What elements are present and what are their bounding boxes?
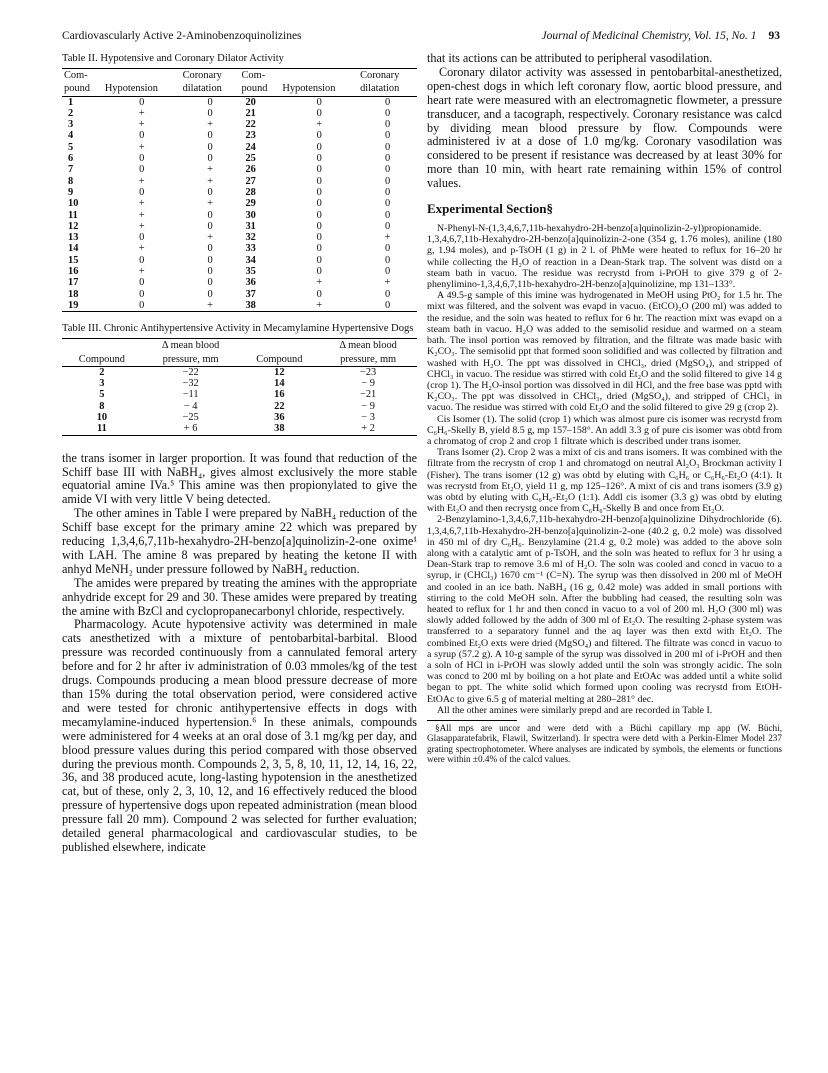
body-paragraph: The amides were prepared by treating the amines with the appropriate anhydride except for 29 and 30. These amides were prepared by treating the amine with BzCl and cyclopropanecarbonyl chloride, respectively. [62,575,417,618]
table-cell: + [138,198,145,210]
table-cell: 1 [68,96,74,108]
table-cell: 38 [239,300,280,312]
table-row [62,198,417,209]
body-paragraph: Coronary dilator activity was assessed in pentobarbital-anesthetized, open-chest dogs in which left coronary flow, aortic blood pressure, and heart rate were measured with an electromagnetic flowmeter, a pressure transducer, and a tacograph, respectively. Coronary resistance was calcd by dividing mean blood pressure by flow. Compounds were administered iv at a dose of 1.0 mg/kg. Coronary vasodilation was considered to be present if resistance was decreased by at least 30% for more than 10 min, with heart rate remaining within 15% of control values. [427,64,782,191]
table-cell: 2 [68,107,74,119]
experimental-paragraph: All the other amines were similarly prepd and are recorded in Table I. [437,704,713,716]
footnote-rule [427,720,517,721]
table-cell: + [138,266,145,278]
table-cell: 5 [68,141,74,153]
table-cell: −32 [182,378,199,390]
table-cell: + [316,119,323,131]
table-cell: 8 [68,175,74,187]
th: pressure, mm [142,353,240,367]
table-cell: 0 [316,164,322,176]
table-cell: + 6 [142,423,240,435]
table-cell: 0 [207,96,213,108]
table-row [62,130,417,141]
table-cell: − 9 [361,378,375,390]
table-cell: − 9 [361,400,375,412]
table-cell: 18 [68,288,79,300]
table-cell: 0 [316,130,322,142]
table-cell: 0 [207,288,213,300]
table-row [62,243,417,254]
table-cell: −22 [182,366,199,378]
table-row [62,142,417,153]
table-row [62,96,417,108]
experimental-paragraph: N-Phenyl-N-(1,3,4,6,7,11b-hexahydro-2H-benzo[a]quinolizin-2-yl)propionamide. 1,3,4,6,7,11b-Hexahydro-2H-benzo[a]quinolizin-2-one (354 g, 1.76 moles), aniline (180 g, 1.94 moles), and p-TsOH (1 g) in 2 l. of PhMe were heated to reflux for 16–20 hr while collecting the H₂O of reaction in a Dean-Stark trap. The solvent was distd on a steam bath in vacuo. The residue was recrystd from i-PrOH to give 379 g of 2-phenylimino-1,3,4,6,7,11b-hexahydro-2H-benzo[a]quinolizine, mp 131–133°. [427,223,782,291]
table-cell: 0 [207,107,213,119]
table-cell: 19 [62,300,103,312]
experimental-paragraph: Cis Isomer (1). The solid (crop 1) which was almost pure cis isomer was recrystd from C₆H₆-Skelly B, yield 8.5 g, mp 157–158°. An addl 3.3 g of pure cis isomer was obtd from a chromatog of crop 2 and crop 1 filtrate which is described under trans isomer. [427,413,782,447]
th: dilatation [358,82,417,96]
table-cell: 0 [207,266,213,278]
page-number: 93 [768,30,780,42]
table-cell: 0 [316,186,322,198]
experimental-paragraph: Trans Isomer (2). Crop 2 was a mixt of cis and trans isomers. It was combined with the filtrate from the recrystn of crop 1 and chromatogd on neutral Al₂O₃ Brockman activity I (Fisher). The trans isomer (12 g) was obtd by eluting with C₆H₆ or C₆H₆-Et₂O (4:1). It was recrystd from Et₂O, yield 11 g, mp 125–126°. A mixt of cis and trans isomers (3.9 g) was obtd by eluting with C₆H₆-Et₂O (1:1). Addl cis isomer (3.3 g) was obtd by eluting with Et₂O and then recrystg once from C₆H₆-Skelly B and once from Et₂O. [427,447,782,515]
table-cell: + [207,119,213,131]
body-paragraph: Pharmacology. Acute hypotensive activity was determined in male cats anesthetized with a mixture of pentobarbital-barbital. Blood pressure was recorded continuously from a cannulated femoral artery before and for 2 hr after iv administration of 0.03 mmoles/kg of the test drugs. Compounds producing a mean blood pressure decrease of more than 15% during the total observation period, were considered active and were tested for chronic antihypertensive effects in dogs with mecamylamine-induced hypertension.⁶ In these animals, compounds were administered for 4 weeks at an oral dose of 3.1 mg/kg per day, and blood pressure values during this period compared with those observed during the previous month. Compounds 2, 3, 5, 8, 10, 11, 12, 14, 16, 22, 36, and 38 produced acute, long-lasting hypotension in the anesthetized cat, but of these, only 2, 3, 10, 12, and 16 effectively reduced the blood pressure of hypertensive dogs upon repeated administration (mean blood pressure fall 20 mm). Compound 2 was selected for further evaluation; detailed general pharmacological and cardiovascular studies, to be published elsewhere, indicate [62,617,417,854]
table-cell: 0 [316,254,322,266]
table-row [62,232,417,243]
th: Hypotension [280,82,358,96]
table-cell: + [138,119,145,131]
th: Δ mean blood [319,339,417,353]
table-cell: 0 [316,198,322,210]
table-cell: 5 [99,389,105,401]
th: Com- [239,69,280,83]
table-row [62,210,417,221]
table-cell: 0 [384,266,391,278]
table-cell: 0 [316,220,322,232]
table-cell: 0 [139,277,145,289]
table-cell: 0 [358,300,417,312]
table-cell: −11 [182,389,199,401]
table-cell: 0 [207,254,213,266]
body-paragraph: the trans isomer in larger proportion. It was found that reduction of the Schiff base III with NaBH₄, gives almost exclusively the more stable equatorial amine IVa.⁵ This amine was then propionylated to give the amide VI with very little V being detected. [62,450,417,507]
th [280,69,358,83]
table-cell: + [138,220,145,232]
table-cell: 0 [384,141,391,153]
table-cell: −21 [359,389,377,401]
table-cell: 0 [207,186,213,198]
table-cell: 0 [384,243,391,255]
table-cell: 0 [384,119,391,131]
table-cell: 26 [245,164,256,176]
table-cell: 8 [99,400,105,412]
table-cell: 12 [68,220,79,232]
table-cell: 15 [68,254,79,266]
table-cell: −23 [359,366,377,378]
th: Coronary [181,69,240,83]
table-cell: 0 [384,96,391,108]
table-cell: 0 [384,164,391,176]
table-cell: 36 [245,277,256,289]
table-cell: + [138,175,145,187]
table-row [62,300,417,312]
table-cell: 17 [68,277,79,289]
table-cell: 20 [245,96,256,108]
table3-head-top [62,339,417,353]
table-cell: 0 [384,198,391,210]
table-row [62,412,417,423]
section-heading: Experimental Section§ [427,201,554,217]
table-cell: 0 [316,232,322,244]
table-cell: + [138,243,145,255]
table-cell: 3 [99,378,105,390]
table-row [62,277,417,288]
table-cell: 21 [245,107,256,119]
table-cell: 0 [384,288,391,300]
table2-caption: Table II. Hypotensive and Coronary Dilator Activity [62,53,284,64]
table-row [62,119,417,130]
th: pound [239,82,280,96]
table-cell: 2 [99,366,105,378]
th: pressure, mm [319,353,417,367]
table2 [62,68,417,312]
table-cell: 9 [68,186,74,198]
table-cell: 6 [68,153,74,165]
table-cell: + [207,164,213,176]
table-cell: − 4 [183,400,198,412]
table-cell: + [207,175,213,187]
table-cell: 12 [274,366,285,378]
table-row [62,389,417,400]
table-cell: 0 [207,141,213,153]
table-cell: 37 [245,288,256,300]
table-cell: + [280,300,358,312]
table-cell: 11 [68,209,78,221]
journal-citation: Journal of Medicinal Chemistry, Vol. 15, No. 1 [541,30,757,42]
table-row [62,378,417,389]
table-cell: 16 [68,266,79,278]
table-cell: 0 [207,209,213,221]
table-cell: 0 [384,130,391,142]
th [103,69,181,83]
th: Compound [62,353,142,367]
table-row [62,108,417,119]
table-cell: 33 [245,243,256,255]
table-cell: + [207,198,213,210]
table-cell: 0 [139,186,145,198]
body-paragraph: The other amines in Table I were prepared by NaBH₄ reduction of the Schiff base except for the primary amine 22 which was prepared by reducing 1,3,4,6,7,11b-hexahydro-2H-benzo[a]quinolizin-2-one oxime¹ with LAH. The amine 8 was prepared by heating the ketone II with anhyd MeNH₂ under pressure followed by NaBH₄ reduction. [62,506,417,576]
table3-caption: Table III. Chronic Antihypertensive Activity in Mecamylamine Hypertensive Dogs [62,323,414,335]
table-row [62,221,417,232]
table-row [62,401,417,412]
table-cell: 0 [316,96,322,108]
table-cell: + [384,277,391,289]
table-cell: 0 [139,130,145,142]
table-cell: 0 [139,288,145,300]
th: Com- [62,69,103,83]
table-cell: 27 [245,175,256,187]
table-cell: 0 [384,220,391,232]
table-cell: + [181,300,240,312]
table-row [62,164,417,175]
table-cell: 14 [68,243,79,255]
th: Δ mean blood [142,339,240,353]
th: Coronary [358,69,417,83]
table-row [62,255,417,266]
table-cell: 0 [384,175,391,187]
table-cell: 3 [68,119,74,131]
table-cell: 22 [274,400,285,412]
table-cell: 35 [245,266,256,278]
table-cell: 4 [68,130,74,142]
table-row [62,176,417,187]
table-cell: 0 [207,243,213,255]
table-cell: 22 [245,119,256,131]
table-cell: 29 [245,198,256,210]
table-cell: 0 [316,288,322,300]
table-row [62,187,417,198]
table-cell: 0 [207,220,213,232]
table-cell: 0 [316,209,322,221]
table-cell: 0 [316,141,322,153]
table-row [62,423,417,435]
table-cell: 0 [139,153,145,165]
table-cell: 0 [207,153,213,165]
table-cell: 11 [62,423,142,435]
th: pound [62,82,103,96]
table-row [62,366,417,378]
th: Compound [239,353,319,367]
table-cell: + 2 [319,423,417,435]
table-cell: 0 [139,254,145,266]
table-cell: 0 [384,107,391,119]
table-cell: 7 [68,164,74,176]
table-cell: 10 [68,198,79,210]
table-cell: 38 [239,423,319,435]
table-cell: 32 [245,232,256,244]
table-cell: 10 [96,412,108,424]
experimental-paragraph: A 49.5-g sample of this imine was hydrogenated in MeOH using PtO₂ for 1.5 hr. The mixt was filtered, and the solvent was evapd in vacuo. (EtCO)₂O (200 ml) was added to the residue, and the soln was heated to reflux for 6 hr. The reaction mixt was evapd on a steam bath in vacuo. H₂O was added to the semisolid residue and warmed on a steam bath. The insol portion was removed by filtration, and the filtrate was made basic with K₂CO₃. The semisolid ppt that formed soon solidified and was collected by filtration and washed with H₂O. The ppt was dissolved in CHCl₃, dried (MgSO₄), and stripped of CHCl₃ in vacuo. The residue was stirred with cold Et₂O and the solid filtered to give 14 g (crop 1). The H₂O-insol portion was dissolved in dil HCl, and the free base was pptd with K₂CO₃. The ppt was dissolved in CHCl₃, dried (MgSO₄), and stripped of CHCl₃ in vacuo. The residue was stirred with cold Et₂O and the solid filtered to give 29 g (crop 2). [427,290,782,414]
experimental-paragraph: 2-Benzylamino-1,3,4,6,7,11b-hexahydro-2H-benzo[a]quinolizine Dihydrochloride (6). 1,3,4,6,7,11b-Hexahydro-2H-benzo[a]quinolizin-2-one (40.2 g, 0.2 mole) was dissolved in 450 ml of dry C₆H₆. Benzylamine (21.4 g, 0.2 mole) was added to the above soln along with a catalytic amt of p-TsOH, and the soln was heated to reflux for 3 hr using a Dean-Stark trap to remove 3.6 ml of H₂O. The soln was cooled and concd in vacuo to a syrup, ir (CHCl₃) 1670 cm⁻¹ (C=N). The syrup was then dissolved in 200 ml of MeOH and cooled in an ice bath. NaBH₄ (16 g, 0.42 mole) was added in small portions with stirring to the cold MeOH soln. After the bubbling had ceased, the resulting soln was heated to reflux for 1 hr and then concd in vacuo to a vol of 200 ml. H₂O (300 ml) was slowly added followed by the addn of 300 ml of Et₂O. The resulting 2-phase system was transferred to a separatory funnel and the aq layer was then extd with Et₂O. The combined Et₂O exts were dried (MgSO₄) and filtered. The filtrate was concd in vacuo to a syrup (57.2 g). A 10-g sample of the syrup was dissolved in 200 ml of i-PrOH and then a soln of HCl in i-PrOH was slowly added until the soln was strongly acidic. The soln was concd to 200 ml by boiling on a hot plate and EtOAc was added until a white solid began to ppt. The white solid which formed upon cooling was recrystd from EtOH-EtOAc to give 6.5 g of material melting at 280–281° dec. [427,514,782,705]
table-cell: + [384,232,391,244]
body-paragraph: that its actions can be attributed to peripheral vasodilation. [427,51,713,65]
table-cell: 0 [384,186,391,198]
footnote: §All mps are uncor and were detd with a Büchi capillary mp app (W. Büchi, Glasapparatefabrik, Flawil, Switzerland). Ir spectra were detd with a Perkin-Elmer Model 237 grating spectrophotometer. Where analyses are indicated by symbols, the elements or functions were within ±0.4% of the calcd values. [427,723,782,764]
th: dilatation [181,82,240,96]
table-cell: 0 [316,243,322,255]
table-cell: 16 [274,389,285,401]
table-cell: 0 [316,107,322,119]
running-header-journal [542,30,780,42]
table-cell: 0 [316,153,322,165]
table-cell: 30 [245,209,256,221]
table-cell: 0 [384,153,391,165]
running-header-title: Cardiovascularly Active 2-Aminobenzoquinolizines [62,30,302,42]
table-cell: 25 [245,153,256,165]
table-cell: 23 [245,130,256,142]
table-cell: 0 [207,130,213,142]
table-row [62,289,417,300]
table-cell: −25 [182,412,199,424]
table-cell: 13 [68,232,79,244]
table-cell: + [207,232,213,244]
th [62,339,142,353]
table-cell: 28 [245,186,256,198]
table-cell: 36 [274,412,285,424]
table-cell: + [138,209,145,221]
table-cell: 14 [274,378,285,390]
right-column [427,52,782,764]
th [239,339,319,353]
table-cell: + [316,277,323,289]
table-cell: + [138,107,145,119]
table-row [62,266,417,277]
table-cell: 0 [103,300,181,312]
table2-head-top [62,69,417,83]
table3 [62,338,417,435]
table-cell: 34 [245,254,256,266]
table-cell: − 3 [361,412,375,424]
table-cell: 0 [384,209,391,221]
left-column [62,52,417,855]
table-cell: 0 [139,164,145,176]
table-cell: 0 [316,175,322,187]
table2-head-bottom [62,82,417,96]
table-cell: 31 [245,220,256,232]
table-cell: 0 [316,266,322,278]
th: Hypotension [103,82,181,96]
table-cell: 0 [139,232,145,244]
table-row [62,153,417,164]
table-cell: 0 [207,277,213,289]
table-cell: 24 [245,141,256,153]
table-cell: 0 [384,254,391,266]
table3-head-bottom [62,353,417,367]
table-cell: + [138,141,145,153]
table-cell: 0 [139,96,145,108]
